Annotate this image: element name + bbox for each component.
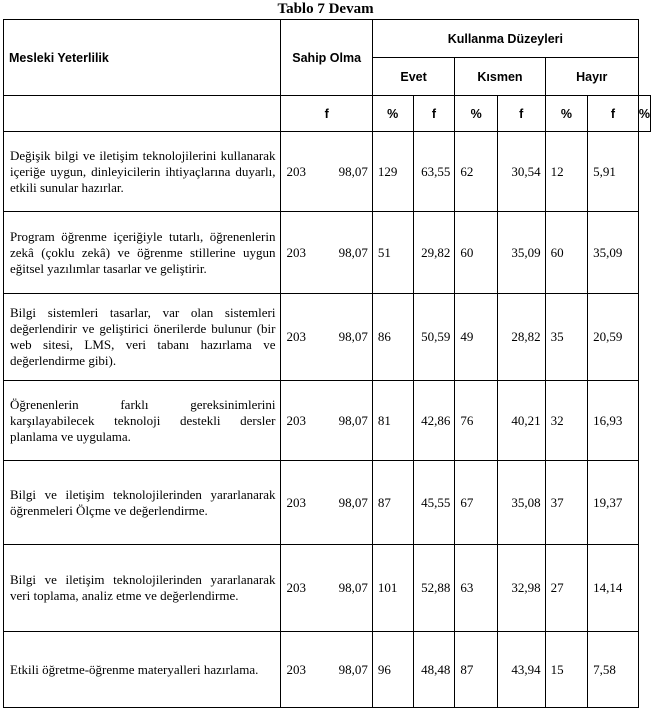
sahip-pct: 98,07 — [338, 244, 368, 260]
header-sahip-f: f — [281, 96, 372, 132]
sahip-f: 203 — [286, 244, 306, 260]
evet-pct: 63,55 — [413, 132, 455, 212]
table-title: Tablo 7 Devam — [277, 1, 374, 17]
header-sahip-pct: % — [372, 96, 413, 132]
competency-text: Bilgi sistemleri tasarlar, var olan sistemleri değerlendirir ve geliştirici önerilerde bulunur (bir web sitesi, LMS, veri tabanı hazırlama ve değerlendirme gibi). — [4, 294, 281, 381]
kismen-pct: 43,94 — [497, 632, 545, 708]
table-row — [4, 212, 651, 294]
kismen-f: 49 — [455, 294, 498, 381]
hayir-f: 27 — [545, 545, 588, 632]
table-row — [4, 132, 651, 212]
hayir-pct: 19,37 — [588, 461, 639, 545]
competency-text: Bilgi ve iletişim teknolojilerinden yararlanarak öğrenmeleri Ölçme ve değerlendirme. — [4, 461, 281, 545]
competency-text: Etkili öğretme-öğrenme materyalleri hazırlama. — [4, 632, 281, 708]
evet-pct: 45,55 — [413, 461, 455, 545]
hayir-pct: 14,14 — [588, 545, 639, 632]
sahip-f: 203 — [286, 163, 306, 179]
competency-text: Bilgi ve iletişim teknolojilerinden yararlanarak veri toplama, analiz etme ve değerlendirme. — [4, 545, 281, 632]
evet-f: 81 — [372, 381, 413, 461]
sahip-f: 203 — [286, 412, 306, 428]
header-competency: Mesleki Yeterlilik — [4, 20, 281, 96]
kismen-pct: 30,54 — [497, 132, 545, 212]
hayir-pct: 20,59 — [588, 294, 639, 381]
kismen-pct: 35,08 — [497, 461, 545, 545]
hayir-f: 32 — [545, 381, 588, 461]
header-kismen: Kısmen — [455, 58, 545, 96]
evet-f: 87 — [372, 461, 413, 545]
sahip-cell — [281, 132, 372, 212]
evet-f: 129 — [372, 132, 413, 212]
kismen-f: 87 — [455, 632, 498, 708]
kismen-f: 62 — [455, 132, 498, 212]
hayir-f: 35 — [545, 294, 588, 381]
evet-pct: 50,59 — [413, 294, 455, 381]
header-hayir-f: f — [588, 96, 639, 132]
sahip-cell — [281, 545, 372, 632]
sahip-cell — [281, 294, 372, 381]
header-kullanma-duzeyleri: Kullanma Düzeyleri — [372, 20, 638, 58]
sahip-pct: 98,07 — [338, 494, 368, 510]
competency-table — [3, 19, 651, 708]
sahip-f: 203 — [286, 580, 306, 595]
sahip-pct: 98,07 — [338, 163, 368, 179]
competency-text: Öğrenenlerin farklı gereksinimlerini karşılayabilecek teknoloji destekli dersler planlama ve uygulama. — [4, 381, 281, 461]
sahip-cell — [281, 632, 372, 708]
kismen-pct: 40,21 — [497, 381, 545, 461]
evet-pct: 42,86 — [413, 381, 455, 461]
hayir-pct: 35,09 — [588, 212, 639, 294]
evet-pct: 52,88 — [413, 545, 455, 632]
header-evet-f: f — [413, 96, 455, 132]
kismen-f: 76 — [455, 381, 498, 461]
sahip-pct: 98,07 — [338, 661, 368, 677]
hayir-pct: 7,58 — [588, 632, 639, 708]
hayir-f: 60 — [545, 212, 588, 294]
sahip-f: 203 — [286, 494, 306, 510]
evet-f: 51 — [372, 212, 413, 294]
header-hayir-pct: % — [638, 96, 650, 132]
competency-text: Program öğrenme içeriğiyle tutarlı, öğrenenlerin zekâ (çoklu zekâ) ve öğrenme stillerine uygun eğitsel yazılımlar tasarlar ve geliştirir. — [4, 212, 281, 294]
competency-text: Değişik bilgi ve iletişim teknolojilerini kullanarak içeriğe uygun, dinleyicilerin ihtiyaçlarına duyarlı, etkili sunular hazırlar. — [4, 132, 281, 212]
header-blank — [4, 96, 281, 132]
kismen-f: 63 — [455, 545, 498, 632]
sahip-f: 203 — [286, 661, 306, 677]
evet-f: 101 — [372, 545, 413, 632]
header-hayir: Hayır — [545, 58, 638, 96]
sahip-f: 203 — [286, 329, 306, 344]
sahip-pct: 98,07 — [338, 412, 368, 428]
table-row — [4, 381, 651, 461]
header-kismen-f: f — [497, 96, 545, 132]
header-sahip-olma: Sahip Olma — [281, 20, 372, 96]
table-row — [4, 632, 651, 708]
kismen-pct: 28,82 — [497, 294, 545, 381]
hayir-f: 15 — [545, 632, 588, 708]
hayir-pct: 5,91 — [588, 132, 639, 212]
kismen-f: 67 — [455, 461, 498, 545]
header-evet: Evet — [372, 58, 455, 96]
kismen-pct: 35,09 — [497, 212, 545, 294]
header-evet-pct: % — [455, 96, 498, 132]
sahip-pct: 98,07 — [338, 580, 368, 595]
kismen-f: 60 — [455, 212, 498, 294]
hayir-f: 37 — [545, 461, 588, 545]
header-kismen-pct: % — [545, 96, 588, 132]
table-row — [4, 294, 651, 381]
sahip-cell — [281, 461, 372, 545]
evet-pct: 48,48 — [413, 632, 455, 708]
evet-f: 86 — [372, 294, 413, 381]
evet-f: 96 — [372, 632, 413, 708]
sahip-pct: 98,07 — [338, 329, 368, 344]
table-row — [4, 545, 651, 632]
hayir-pct: 16,93 — [588, 381, 639, 461]
evet-pct: 29,82 — [413, 212, 455, 294]
table-row — [4, 461, 651, 545]
kismen-pct: 32,98 — [497, 545, 545, 632]
hayir-f: 12 — [545, 132, 588, 212]
sahip-cell — [281, 381, 372, 461]
sahip-cell — [281, 212, 372, 294]
